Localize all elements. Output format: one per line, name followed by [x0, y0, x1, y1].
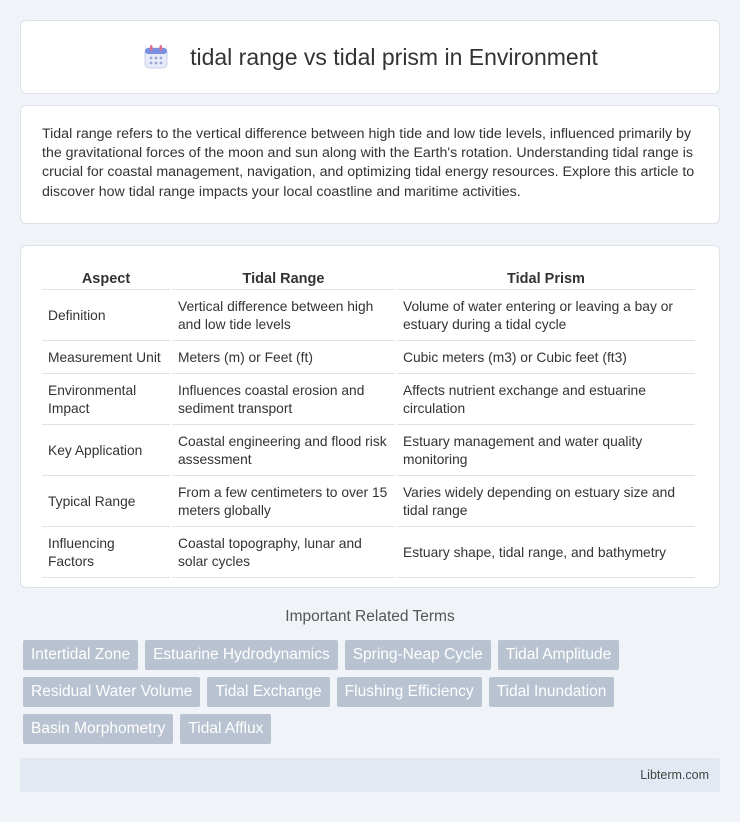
table-row — [42, 529, 695, 578]
table-row — [42, 292, 695, 341]
tag-basin-morphometry[interactable]: Basin Morphometry — [23, 714, 173, 744]
tag-tidal-inundation[interactable]: Tidal Inundation — [489, 677, 615, 707]
cell-prism: Estuary management and water quality monitoring — [397, 427, 695, 476]
cell-prism: Cubic meters (m3) or Cubic feet (ft3) — [397, 343, 695, 374]
calendar-icon — [142, 43, 170, 71]
cell-range: Influences coastal erosion and sediment transport — [172, 376, 395, 425]
header-aspect: Aspect — [42, 268, 170, 290]
cell-prism: Estuary shape, tidal range, and bathymetry — [397, 529, 695, 578]
header-tidal-range: Tidal Range — [172, 268, 395, 290]
tag-estuarine-hydrodynamics[interactable]: Estuarine Hydrodynamics — [145, 640, 338, 670]
cell-aspect: Definition — [42, 292, 170, 341]
cell-range: Coastal engineering and flood risk assessment — [172, 427, 395, 476]
tag-tidal-exchange[interactable]: Tidal Exchange — [207, 677, 329, 707]
footer-site-link[interactable]: Libterm.com — [640, 768, 709, 782]
related-terms-tags — [23, 640, 723, 744]
table-row — [42, 478, 695, 527]
title-wrap — [142, 43, 598, 71]
tag-flushing-efficiency[interactable]: Flushing Efficiency — [337, 677, 482, 707]
header-tidal-prism: Tidal Prism — [397, 268, 695, 290]
footer — [20, 758, 720, 792]
intro-text: Tidal range refers to the vertical difference between high tide and low tide levels, influenced primarily by the gravitational forces of the moon and sun along with the Earth's rotation. Understanding tidal range is crucial for coastal management, navigation, and optimizing tidal energy resources. Explore this article to discover how tidal range impacts your local coastline and maritime activities. — [42, 126, 695, 200]
tag-tidal-amplitude[interactable]: Tidal Amplitude — [498, 640, 619, 670]
cell-aspect: Key Application — [42, 427, 170, 476]
cell-prism: Volume of water entering or leaving a bay or estuary during a tidal cycle — [397, 292, 695, 341]
tag-residual-water-volume[interactable]: Residual Water Volume — [23, 677, 200, 707]
table-row — [42, 427, 695, 476]
table-row — [42, 343, 695, 374]
cell-range: Coastal topography, lunar and solar cycles — [172, 529, 395, 578]
tag-intertidal-zone[interactable]: Intertidal Zone — [23, 640, 138, 670]
intro-card — [20, 105, 720, 224]
table-header-row — [42, 268, 695, 290]
cell-aspect: Measurement Unit — [42, 343, 170, 374]
cell-aspect: Environmental Impact — [42, 376, 170, 425]
table-row — [42, 376, 695, 425]
page-title: tidal range vs tidal prism in Environment — [190, 43, 598, 70]
comparison-table — [40, 266, 697, 580]
cell-range: Vertical difference between high and low tide levels — [172, 292, 395, 341]
cell-aspect: Influencing Factors — [42, 529, 170, 578]
cell-prism: Affects nutrient exchange and estuarine circulation — [397, 376, 695, 425]
comparison-card — [20, 245, 720, 588]
title-card — [20, 20, 720, 94]
related-terms-title: Important Related Terms — [285, 608, 455, 625]
tag-spring-neap-cycle[interactable]: Spring-Neap Cycle — [345, 640, 491, 670]
cell-range: Meters (m) or Feet (ft) — [172, 343, 395, 374]
cell-range: From a few centimeters to over 15 meters globally — [172, 478, 395, 527]
tag-tidal-afflux[interactable]: Tidal Afflux — [180, 714, 271, 744]
cell-aspect: Typical Range — [42, 478, 170, 527]
cell-prism: Varies widely depending on estuary size and tidal range — [397, 478, 695, 527]
